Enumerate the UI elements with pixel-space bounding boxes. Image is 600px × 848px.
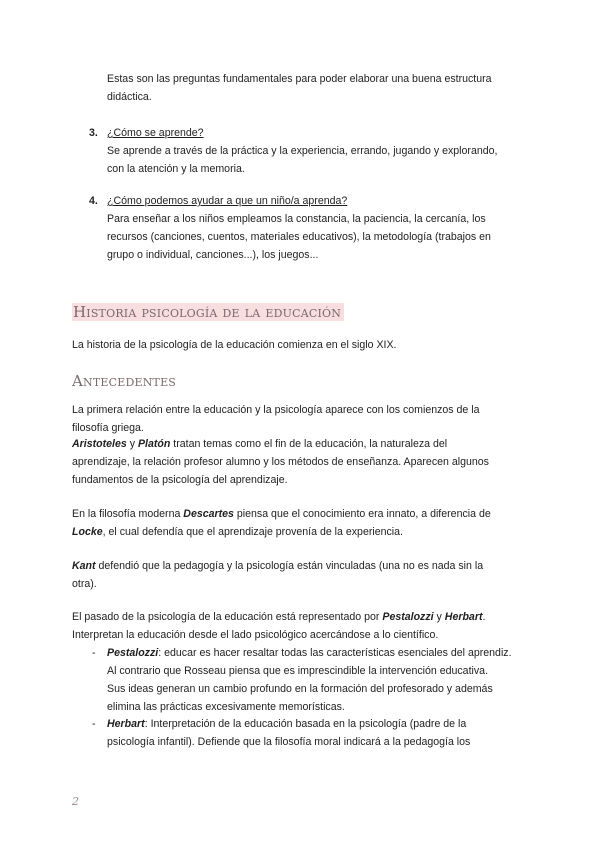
- subsection-title: Antecedentes: [72, 372, 177, 390]
- text-span: y: [433, 611, 445, 623]
- paragraph-line: [72, 505, 491, 523]
- question-title: ¿Cómo podemos ayudar a que un niño/a aprenda?: [107, 195, 348, 207]
- subsection-heading: [72, 372, 176, 390]
- bullet-line: psicología infantil). Defiende que la filosofía moral indicará a la pedagogía los: [107, 736, 471, 748]
- bullet-line: [107, 644, 512, 662]
- paragraph: [72, 401, 480, 437]
- text-span: .: [482, 611, 486, 623]
- bullet-dash: -: [92, 647, 96, 659]
- author-name: Herbart: [444, 611, 483, 623]
- question-3: [107, 124, 497, 178]
- text-span: : Interpretación de la educación basada en la psicología (padre de la: [144, 718, 467, 730]
- author-name: Locke: [72, 526, 103, 538]
- answer-line: Para enseñar a los niños empleamos la constancia, la paciencia, la cercanía, los: [107, 213, 486, 225]
- author-name: Platón: [137, 438, 171, 450]
- answer-line: recursos (canciones, cuentos, materiales educativos), la metodología (trabajos en: [107, 231, 491, 243]
- paragraph-line: otra).: [72, 578, 97, 590]
- paragraph-line: [72, 557, 483, 575]
- section-heading: [72, 303, 344, 321]
- text-span: En la filosofía moderna: [72, 508, 184, 520]
- bullet-line: [107, 715, 470, 733]
- author-name: Aristoteles: [72, 438, 127, 450]
- intro-paragraph: [107, 70, 492, 106]
- bullet-item: [107, 644, 512, 716]
- author-name: Pestalozzi: [382, 611, 434, 623]
- paragraph-line: [72, 608, 485, 626]
- page-number: 2: [72, 795, 79, 808]
- intro-line: didáctica.: [107, 91, 152, 103]
- bullet-item: [107, 715, 470, 751]
- text-span: y: [126, 438, 138, 450]
- paragraph-line: La primera relación entre la educación y la psicología aparece con los comienzos de la: [72, 404, 480, 416]
- list-number: 4.: [89, 195, 98, 207]
- paragraph-line: Interpretan la educación desde el lado psicológico acercándose a lo científico.: [72, 629, 439, 641]
- author-name: Descartes: [183, 508, 234, 520]
- bullet-line: elimina las prácticas excesivamente memorísticas.: [107, 701, 345, 713]
- answer-line: grupo o individual, canciones...), los juegos...: [107, 249, 319, 261]
- author-name: Kant: [72, 560, 96, 572]
- section-intro: La historia de la psicología de la educación comienza en el siglo XIX.: [72, 339, 397, 351]
- text-span: El pasado de la psicología de la educación está representado por: [72, 611, 383, 623]
- text-span: tratan temas como el fin de la educación, la naturaleza del: [170, 438, 448, 450]
- question-title: ¿Cómo se aprende?: [107, 127, 204, 139]
- paragraph-line: [72, 523, 491, 541]
- answer-line: con la atención y la memoria.: [107, 163, 245, 175]
- paragraph-line: fundamentos de la psicología del aprendizaje.: [72, 474, 288, 486]
- text-span: : educar es hacer resaltar todas las características esenciales del aprendiz.: [158, 647, 512, 659]
- bullet-line: Sus ideas generan un cambio profundo en la formación del profesorado y además: [107, 683, 493, 695]
- paragraph: [72, 557, 483, 593]
- author-name: Pestalozzi: [107, 647, 159, 659]
- list-number: 3.: [89, 127, 98, 139]
- answer-line: Se aprende a través de la práctica y la experiencia, errando, jugando y explorando,: [107, 145, 498, 157]
- text-span: defendió que la pedagogía y la psicología están vinculadas (una no es nada sin la: [95, 560, 484, 572]
- bullet-line: Al contrario que Rosseau piensa que es imprescindible la intervención educativa.: [107, 665, 489, 677]
- section-title: Historia psicología de la educación: [72, 303, 344, 321]
- paragraph-line: [72, 435, 489, 453]
- question-4: [107, 192, 491, 264]
- paragraph: [72, 608, 485, 644]
- author-name: Herbart: [107, 718, 145, 730]
- text-span: , el cual defendía que el aprendizaje provenía de la experiencia.: [102, 526, 403, 538]
- bullet-dash: -: [92, 718, 96, 730]
- paragraph-line: filosofía griega.: [72, 422, 144, 434]
- paragraph-line: aprendizaje, la relación profesor alumno y los métodos de enseñanza. Aparecen algunos: [72, 456, 489, 468]
- paragraph: [72, 435, 489, 489]
- paragraph: [72, 505, 491, 541]
- intro-line: Estas son las preguntas fundamentales para poder elaborar una buena estructura: [107, 73, 492, 85]
- text-span: piensa que el conocimiento era innato, a diferencia de: [233, 508, 491, 520]
